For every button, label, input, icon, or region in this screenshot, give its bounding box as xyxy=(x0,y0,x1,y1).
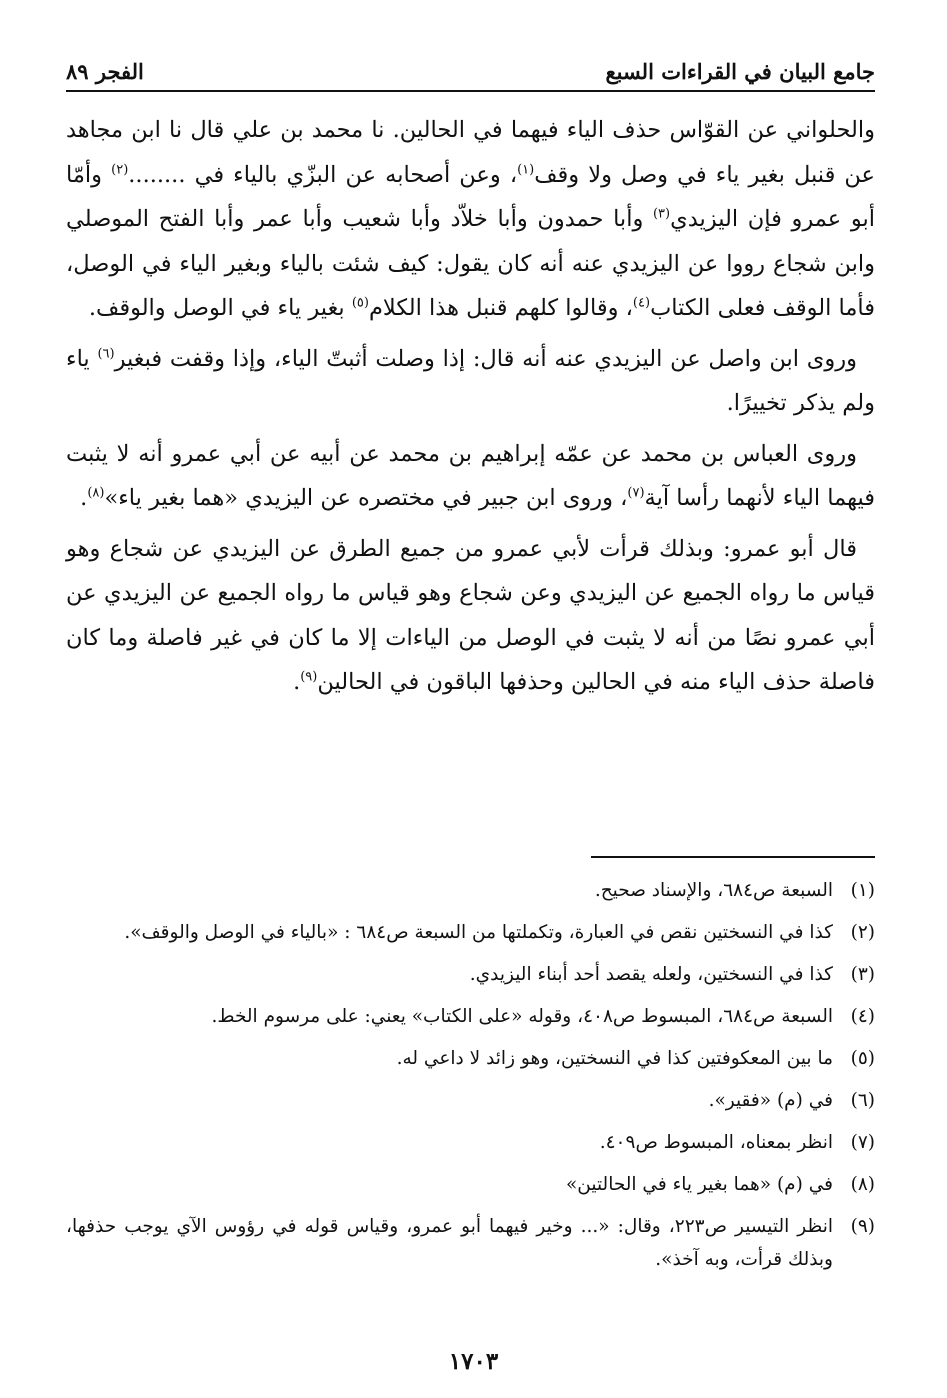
footnote-text: ما بين المعكوفتين كذا في النسختين، وهو زائد لا داعي له. xyxy=(396,1048,833,1069)
footnote-number: (٨) xyxy=(850,1174,875,1195)
page-number: ١٧٠٣ xyxy=(448,1348,499,1375)
footnote-marker: (٨) xyxy=(87,485,105,501)
footnote-number: (٩) xyxy=(850,1216,875,1237)
footnote-marker: (٢) xyxy=(111,162,129,177)
text-run: والحلواني عن القوّاس حذف الياء فيهما في الحالين. نا محمد بن علي قال نا ابن مجاهد عن قنبل بغير ياء في وصل ولا وقف xyxy=(66,117,875,188)
footnote-number: (٥) xyxy=(850,1048,875,1069)
footnote-marker: (٤) xyxy=(632,295,651,311)
footnote xyxy=(66,874,875,907)
footnote-text: في (م) «فقير». xyxy=(708,1090,833,1111)
surah-page-label: الفجر ٨٩ xyxy=(66,59,144,84)
footnotes xyxy=(66,874,875,1285)
footnote xyxy=(66,1042,875,1075)
footnote-number: (٤) xyxy=(850,1006,875,1027)
text-run: قال أبو عمرو: وبذلك قرأت لأبي عمرو من جميع الطرق عن اليزيدي عن شجاع وهو قياس ما رواه الجميع عن اليزيدي وعن شجاع وهو قياس ما رواه الجميع عن اليزيدي عن أبي عمرو نصًا من أنه لا يثبت في الوصل من الياءات إلا ما كان في غير فاصلة وما كان فاصلة حذف الياء منه في الحالين وحذفها الباقون في الحالين xyxy=(66,535,875,695)
footnote-marker: (٥) xyxy=(351,295,369,311)
text-run: ياء ولم يذكر تخييرًا. xyxy=(66,345,875,416)
footnote-text: السبعة ص٦٨٤، المبسوط ص٤٠٨، وقوله «على الكتاب» يعني: على مرسوم الخط. xyxy=(211,1006,833,1027)
book-title: جامع البيان في القراءات السبع xyxy=(605,59,875,84)
text-run: . xyxy=(80,485,88,511)
footnote xyxy=(66,1210,875,1276)
paragraph xyxy=(66,337,875,426)
footnote xyxy=(66,1084,875,1117)
footnote xyxy=(66,916,875,949)
text-run: ، وقالوا كلهم قنبل هذا الكلام xyxy=(368,295,633,321)
footnote xyxy=(66,1168,875,1201)
text-run: ، وعن أصحابه عن البزّي بالياء في ........ xyxy=(128,161,518,188)
footnote xyxy=(66,1126,875,1159)
footnote-number: (١) xyxy=(850,880,875,901)
text-run: وروى العباس بن محمد عن عمّه إبراهيم بن محمد عن أبيه عن أبي عمرو أنه لا يثبت فيهما الياء لأنهما رأسا آية xyxy=(66,440,875,511)
footnote-text: في (م) «هما بغير ياء في الحالتين» xyxy=(565,1174,833,1195)
footnote-separator xyxy=(591,856,875,858)
footnote-number: (٧) xyxy=(850,1132,875,1153)
footnote-marker: (٦) xyxy=(97,346,115,361)
text-run: . xyxy=(293,669,301,695)
paragraph xyxy=(66,527,875,705)
footnote-number: (٦) xyxy=(850,1090,875,1111)
footnote-text: انظر بمعناه، المبسوط ص٤٠٩. xyxy=(599,1132,833,1153)
footnote-text: كذا في النسختين نقص في العبارة، وتكملتها من السبعة ص٦٨٤ : «بالياء في الوصل والوقف». xyxy=(124,922,833,943)
footnote xyxy=(66,1000,875,1033)
footnote-marker: (٩) xyxy=(300,669,318,685)
text-run: بغير ياء في الوصل والوقف. xyxy=(88,295,352,321)
footnote-marker: (١) xyxy=(517,162,535,177)
footnote xyxy=(66,958,875,991)
footnote-text: انظر التيسير ص٢٢٣، وقال: «... وخير فيهما أبو عمرو، وقياس قوله في رؤوس الآي يوجب حذفها، وبذلك قرأت، وبه آخذ». xyxy=(66,1216,833,1270)
running-header xyxy=(66,52,875,92)
footnote-text: السبعة ص٦٨٤، والإسناد صحيح. xyxy=(594,880,833,901)
text-run: ، وروى ابن جبير في مختصره عن اليزيدي «هما بغير ياء» xyxy=(104,485,628,511)
text-run: وأمّا أبو عمرو فإن اليزيدي xyxy=(66,161,875,232)
footnote-text: كذا في النسختين، ولعله يقصد أحد أبناء اليزيدي. xyxy=(469,964,833,985)
paragraph xyxy=(66,108,875,331)
footnote-number: (٣) xyxy=(850,964,875,985)
paragraph xyxy=(66,432,875,521)
footnote-number: (٢) xyxy=(850,922,875,943)
text-run: وروى ابن واصل عن اليزيدي عنه أنه قال: إذا وصلت أثبتّ الياء، وإذا وقفت فبغير xyxy=(114,345,857,372)
text-run: وأبا حمدون وأبا خلاّد وأبا شعيب وأبا عمر وأبا الفتح الموصلي وابن شجاع رووا عن اليزيدي عنه أنه كان يقول: كيف شئت بالياء وبغير الياء في الوصل، فأما الوقف فعلى الكتاب xyxy=(66,206,875,321)
footnote-marker: (٧) xyxy=(627,485,645,501)
footnote-marker: (٣) xyxy=(652,206,671,222)
main-text xyxy=(66,108,875,711)
